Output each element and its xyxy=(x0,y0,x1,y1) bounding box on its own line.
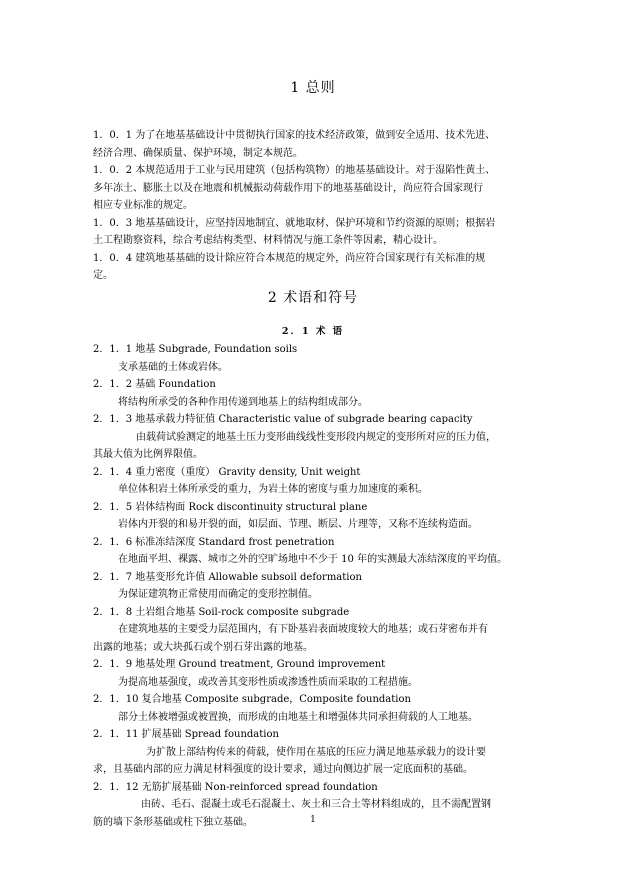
term-2-1-5-definition: 岩体内开裂的和易开裂的面，如层面、节理、断层、片理等，又称不连续构造面。 xyxy=(118,519,478,530)
term-2-1-12-heading: 2．1．12 无筋扩展基础 Non-reinforced spread foundation xyxy=(93,781,378,793)
clause-1-0-1-line-2: 经济合理、确保质量、保护环境，制定本规范。 xyxy=(93,147,303,159)
term-2-1-11-definition-line-1: 为扩散上部结构传来的荷载，使作用在基底的压应力满足地基承载力的设计要 xyxy=(146,746,486,758)
term-2-1-10-heading: 2．1．10 复合地基 Composite subgrade，Composite foundation xyxy=(93,694,411,705)
term-2-1-7-heading: 2．1．7 地基变形允许值 Allowable subsoil deformation xyxy=(93,571,362,583)
term-2-1-5-heading: 2．1．5 岩体结构面 Rock discontinuity structural plane xyxy=(93,501,368,513)
section-2-1-title: 2．1 术 语 xyxy=(281,326,345,337)
term-2-1-10-definition: 部分土体被增强或被置换，而形成的由地基土和增强体共同承担荷载的人工地基。 xyxy=(118,711,478,723)
term-2-1-11-definition-line-2: 求，且基础内部的应力满足材料强度的设计要求，通过向侧边扩展一定底面积的基础。 xyxy=(93,764,473,775)
term-2-1-6-heading: 2．1．6 标准冻结深度 Standard frost penetration xyxy=(93,536,335,548)
clause-1-0-3-line-2: 土工程勘察资料，综合考虑结构类型、材料情况与施工条件等因素，精心设计。 xyxy=(93,235,443,246)
term-2-1-12-definition-line-1: 由砖、毛石、混凝土或毛石混凝土、灰土和三合土等材料组成的，且不需配置钢 xyxy=(141,799,491,810)
clause-1-0-3-line-1: 1．0．3 地基基础设计，应坚持因地制宜、就地取材、保护环境和节约资源的原则；根据岩 xyxy=(93,217,496,229)
term-2-1-3-definition-line-1: 由载荷试验测定的地基土压力变形曲线线性变形段内规定的变形所对应的压力值， xyxy=(136,431,496,443)
term-2-1-8-definition-line-1: 在建筑地基的主要受力层范围内，有下卧基岩表面坡度较大的地基；或石芽密布并有 xyxy=(118,624,488,635)
term-2-1-2-definition: 将结构所承受的各种作用传递到地基上的结构组成部分。 xyxy=(118,396,368,408)
term-2-1-9-definition: 为提高地基强度，或改善其变形性质或渗透性质而采取的工程措施。 xyxy=(118,676,418,688)
term-2-1-1-definition: 支承基础的土体或岩体。 xyxy=(118,361,228,373)
page-number: 1 xyxy=(310,815,316,825)
chapter-2-title: 2 术语和符号 xyxy=(267,290,359,306)
clause-1-0-1-line-1: 1．0．1 为了在地基基础设计中贯彻执行国家的技术经济政策，做到安全适用、技术先进、 xyxy=(93,130,496,141)
term-2-1-12-definition-line-2: 筋的墙下条形基础或柱下独立基础。 xyxy=(93,816,253,828)
chapter-1-title: 1 总则 xyxy=(290,80,336,96)
clause-1-0-2-line-1: 1．0．2 本规范适用于工业与民用建筑（包括构筑物）的地基基础设计。对于湿陷性黄土、 xyxy=(93,165,496,176)
term-2-1-8-heading: 2．1．8 土岩组合地基 Soil-rock composite subgrade xyxy=(93,606,350,618)
term-2-1-3-definition-line-2: 其最大值为比例界限值。 xyxy=(93,449,203,460)
term-2-1-11-heading: 2．1．11 扩展基础 Spread foundation xyxy=(93,729,279,740)
term-2-1-7-definition: 为保证建筑物正常使用而确定的变形控制值。 xyxy=(118,589,318,600)
term-2-1-2-heading: 2．1．2 基础 Foundation xyxy=(93,379,216,390)
term-2-1-8-definition-line-2: 出露的地基；或大块孤石或个别石芽出露的地基。 xyxy=(93,641,313,653)
chapter-1-clauses xyxy=(93,127,533,285)
term-2-1-9-heading: 2．1．9 地基处理 Ground treatment, Ground improvement xyxy=(93,659,386,670)
clause-1-0-2-line-2: 多年冻土、膨胀土以及在地震和机械振动荷载作用下的地基基础设计，尚应符合国家现行 xyxy=(93,182,483,194)
term-2-1-6-definition: 在地面平坦、裸露、城市之外的空旷场地中不少于 10 年的实测最大冻结深度的平均值。 xyxy=(118,554,508,565)
term-2-1-4-heading: 2．1．4 重力密度（重度） Gravity density, Unit weight xyxy=(93,466,361,478)
clause-1-0-4-line-2: 定。 xyxy=(93,270,113,281)
term-2-1-1-heading: 2．1．1 地基 Subgrade, Foundation soils xyxy=(93,344,298,355)
term-2-1-3-heading: 2．1．3 地基承载力特征值 Characteristic value of subgrade bearing capacity xyxy=(93,414,473,425)
clause-1-0-2-line-3: 相应专业标准的规定。 xyxy=(93,200,193,211)
clause-1-0-4-line-1: 1．0．4 建筑地基基础的设计除应符合本规范的规定外，尚应符合国家现行有关标准的规 xyxy=(93,252,486,264)
terms-list xyxy=(93,341,533,831)
term-2-1-4-definition: 单位体积岩土体所承受的重力，为岩土体的密度与重力加速度的乘积。 xyxy=(118,484,428,495)
